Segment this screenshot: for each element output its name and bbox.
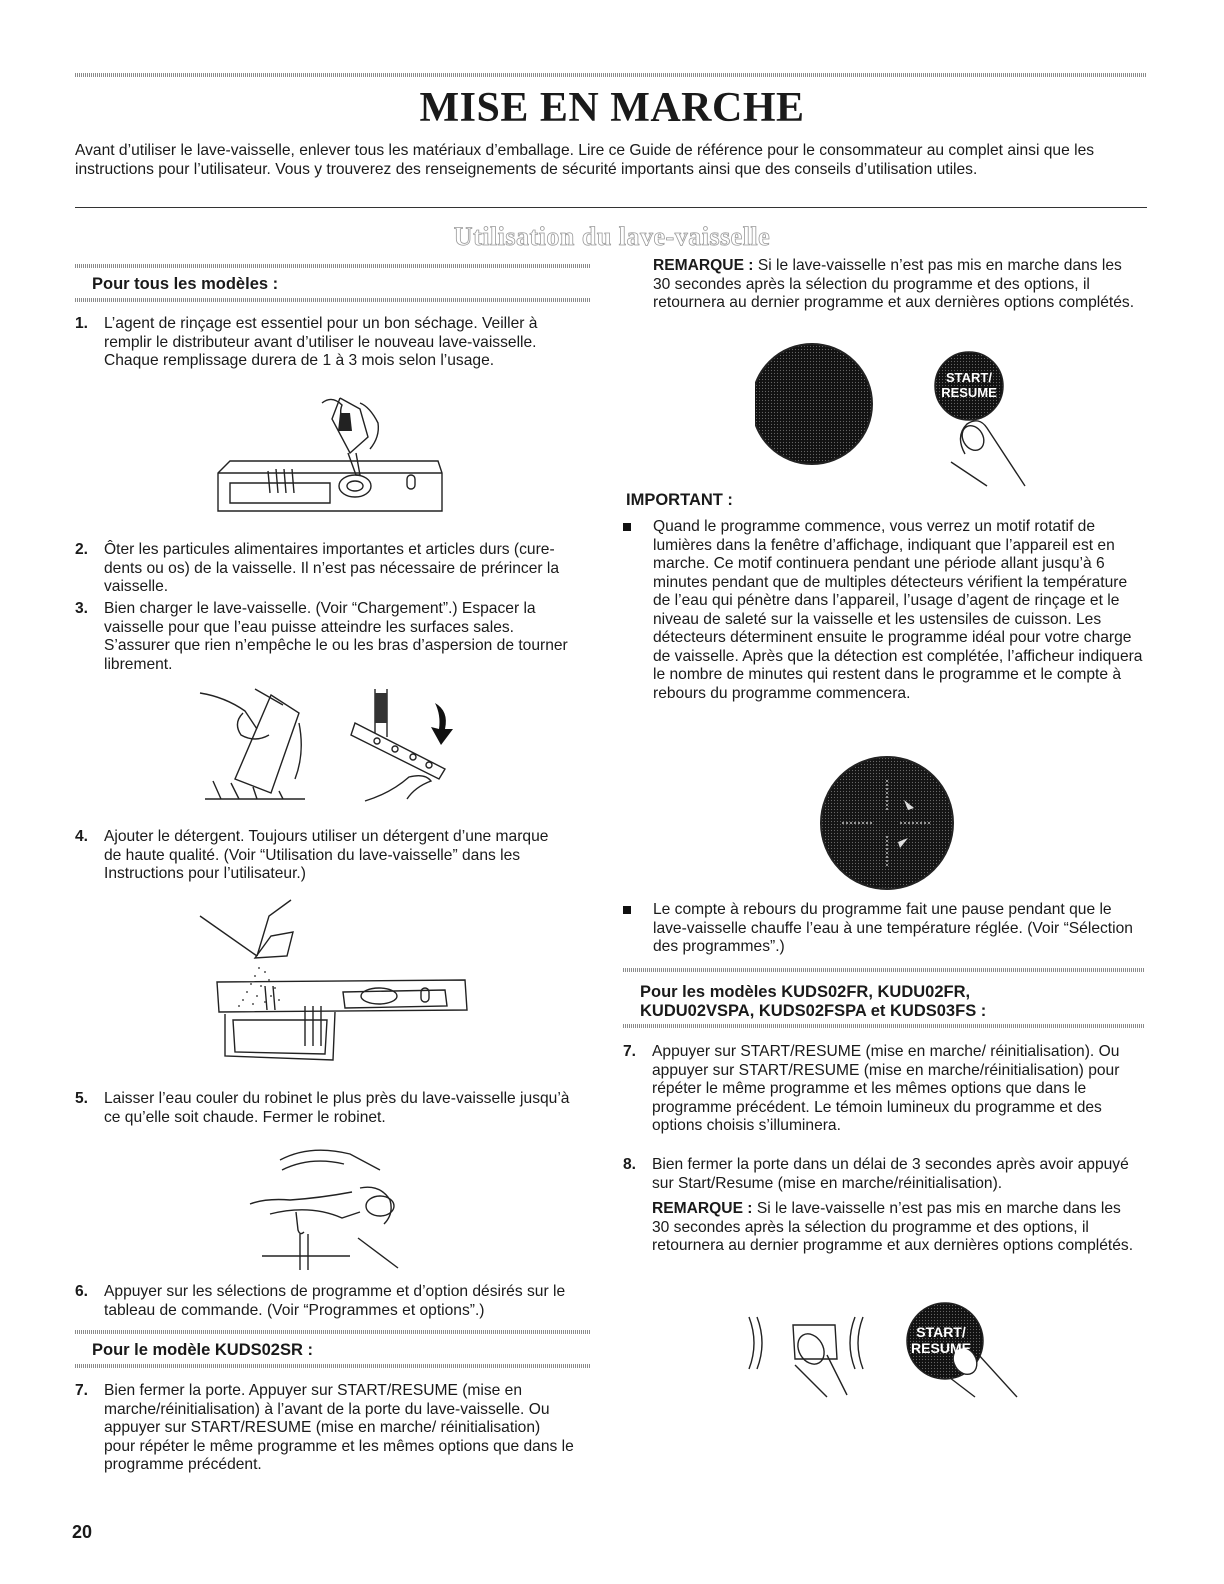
detergent-dispenser-illustration (195, 896, 475, 1076)
step-number: 5. (75, 1090, 89, 1107)
rotating-lights-display-illustration (812, 748, 962, 898)
step-number: 6. (75, 1283, 89, 1300)
models-heading (640, 983, 1140, 1021)
step-number: 1. (75, 315, 89, 332)
intro-divider (75, 207, 1147, 208)
step-text: Bien fermer la porte. Appuyer sur START/RESUME (mise en marche/réinitialisation) à l’avant de la porte du lave-vaisselle. Ou appuyer sur START/RESUME (mise en marche/ réinitialisation) pour répéter le même programme et les mêmes options que dans le programme précédent. (104, 1382, 574, 1473)
step-text: Appuyer sur START/RESUME (mise en marche/ réinitialisation). Ou appuyer sur START/RESUME (mise en marche/réinitialisation) pour répéter le même programme et les mêmes options que dans le programme précédent. Le témoin lumineux du programme et des options choisis s’illuminera. (652, 1043, 1120, 1134)
display-window (755, 344, 872, 464)
important-heading: IMPORTANT : (626, 491, 733, 509)
step-number: 2. (75, 541, 89, 558)
subhead-rule-top (75, 264, 590, 268)
display-and-start-button-illustration (755, 336, 1045, 491)
note-label: REMARQUE : (653, 257, 754, 274)
top-rule (75, 73, 1147, 77)
models-heading-line1: Pour les modèles KUDS02FR, KUDU02FR, (640, 983, 971, 1001)
note-text: Si le lave-vaisselle n’est pas mis en marche dans les 30 secondes après la sélection du programme et des options, il retournera au dernier programme et aux dernières options complétés. (653, 257, 1135, 311)
step-number: 8. (623, 1156, 637, 1173)
page-number: 20 (72, 1522, 93, 1542)
bullet-text: Quand le programme commence, vous verrez un motif rotatif de lumières dans la fenêtre d’affichage, indiquant que l’appareil est en marche. Ce motif continuera pendant une période allant jusqu’à 6 minutes pendant que de multiples détecteurs vérifient la température de l’eau qui pénètre dans l’appareil, l’usage d’agent de rinçage et le niveau de saleté sur la vaisselle et les ustensiles de cuisson. Les détecteurs déterminent ensuite le programme idéal pour votre charge de vaisselle. Après que la détection est complétée, l’afficheur indiquera le nombre de minutes qui restent dans le programme et le compte à rebours du programme commencera. (653, 518, 1143, 702)
subhead-rule-bottom (623, 1024, 1145, 1028)
note2-paragraph (652, 1200, 1142, 1256)
start-button-2-label-line2: RESUME (911, 1340, 971, 1356)
step-text: Appuyer sur les sélections de programme et d’option désirés sur le tableau de commande. (Voir “Programmes et options”.) (104, 1283, 566, 1319)
note2-text: Si le lave-vaisselle n’est pas mis en marche dans les 30 secondes après la sélection du programme et des options, il retournera au dernier programme et aux dernières options complétés. (652, 1200, 1134, 1254)
page-title: MISE EN MARCHE (419, 85, 805, 131)
loading-dishes-illustration (195, 683, 465, 813)
step-number: 7. (75, 1382, 89, 1399)
model-kuds02sr-heading: Pour le modèle KUDS02SR : (92, 1341, 313, 1359)
close-door-and-start-illustration (735, 1295, 1035, 1405)
rinse-aid-dispenser-illustration (210, 393, 450, 528)
step-text: Ajouter le détergent. Toujours utiliser un détergent d’une marque de haute qualité. (Voir “Utilisation du lave-vaisselle” dans les Instructions pour l’utilisateur.) (104, 828, 549, 882)
models-heading-line2: KUDU02VSPA, KUDS02FSPA et KUDS03FS : (640, 1002, 987, 1020)
step-number: 7. (623, 1043, 637, 1060)
start-button-label-line1: START/ (946, 370, 992, 385)
bullet-square (623, 906, 631, 914)
faucet-illustration (240, 1140, 410, 1275)
start-button-label-line2: RESUME (941, 385, 997, 400)
subhead-rule-top (623, 968, 1145, 972)
section-heading: Utilisation du lave-vaisselle (453, 222, 771, 251)
all-models-heading: Pour tous les modèles : (92, 275, 279, 293)
bullet-square (623, 523, 631, 531)
step-text: Ôter les particules alimentaires importantes et articles durs (cure-dents ou os) de la vaisselle. Il n’est pas nécessaire de prérincer la vaisselle. (104, 541, 560, 595)
subhead-rule-top (75, 1330, 590, 1334)
note-paragraph (653, 257, 1143, 313)
start-button-2-label-line1: START/ (916, 1324, 966, 1340)
step-text: Bien charger le lave-vaisselle. (Voir “Chargement”.) Espacer la vaisselle pour que l’eau puisse atteindre les surfaces sales. S’assurer que rien n’empêche le ou les bras d’aspersion de tourner librement. (104, 600, 568, 673)
step-text: L’agent de rinçage est essentiel pour un bon séchage. Veiller à remplir le distributeur avant d’utiliser le nouveau lave-vaisselle. Chaque remplissage durera de 1 à 3 mois selon l’usage. (104, 315, 538, 369)
step-text: Bien fermer la porte dans un délai de 3 secondes après avoir appuyé sur Start/Resume (mise en marche/réinitialisation). (652, 1156, 1129, 1192)
intro-paragraph: Avant d’utiliser le lave-vaisselle, enlever tous les matériaux d’emballage. Lire ce Guide de référence pour le consommateur au complet ainsi que les instructions pour l’utilisateur. Vous y trouverez des renseignements de sécurité importants ainsi que des conseils d’utilisation utiles. (75, 142, 1095, 178)
subhead-rule-bottom (75, 1364, 590, 1368)
bullet-text: Le compte à rebours du programme fait une pause pendant que le lave-vaisselle chauffe l’eau à une température réglée. (Voir “Sélection des programmes”.) (653, 901, 1133, 955)
step-text: Laisser l’eau couler du robinet le plus près du lave-vaisselle jusqu’à ce qu’elle soit chaude. Fermer le robinet. (104, 1090, 570, 1126)
step-number: 4. (75, 828, 89, 845)
step-number: 3. (75, 600, 89, 617)
subhead-rule-bottom (75, 298, 590, 302)
note2-label: REMARQUE : (652, 1200, 753, 1217)
